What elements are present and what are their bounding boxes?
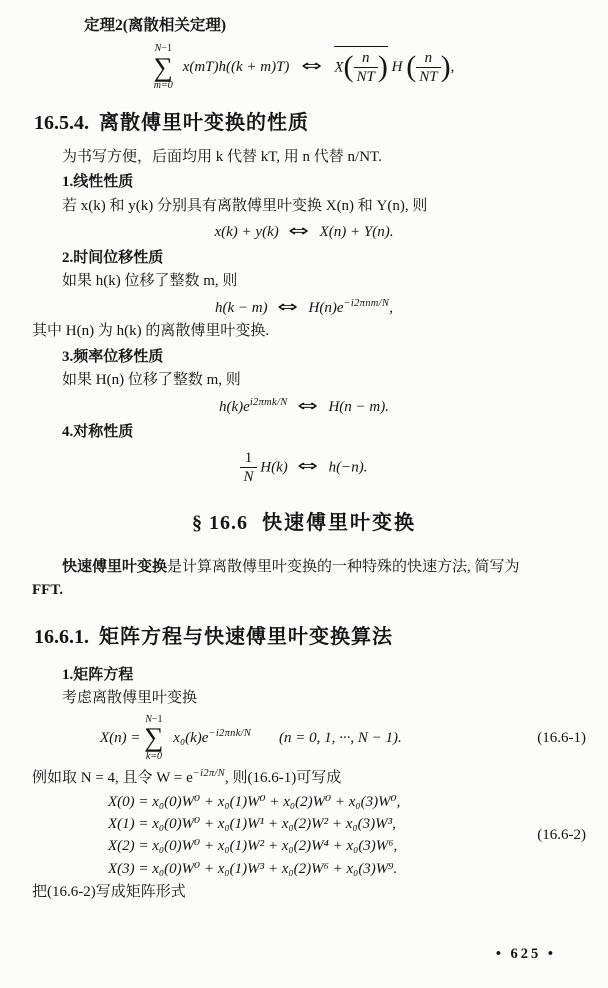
system-equation-row: X(1) = x₀(0)W⁰ + x₀(1)W¹ + x₀(2)W² + x₀(3)W³,	[108, 816, 396, 833]
fraction-1-over-N: $\frac{1}{N}$	[240, 450, 256, 486]
time-shift-formula: h(k − m) ⇔ $H(n)e^{-i2\pi nm/N}$,	[0, 295, 608, 320]
sigma-glyph: ∑	[153, 51, 173, 82]
summation-symbol: N−1 ∑ m=0	[153, 43, 173, 92]
property3-condition: 如果 H(n) 位移了整数 m, 则	[62, 372, 241, 389]
exponent: −i2π/N	[192, 767, 226, 779]
discrete-correlation-formula: N−1 ∑ m=0 x(mT)h((k + m)T) ⇔ X( $\frac{n}{NT}$ ) H ( $\frac{n}{NT}$ ),	[153, 43, 455, 92]
dft-lead-text: 考虑离散傅里叶变换	[62, 690, 198, 707]
property2-condition: 如果 h(k) 位移了整数 m, 则	[62, 273, 238, 290]
exponent: −i2πnm/N	[343, 297, 390, 309]
intro-paragraph: 为书写方便，后面均用 k 代替 kT, 用 n 代替 n/NT.	[62, 148, 382, 165]
iff-arrow-icon: ⇔	[288, 221, 310, 241]
section-16-6-1-heading: 16.6.1. 矩阵方程与快速傅里叶变换算法	[34, 625, 393, 648]
fft-term: 快速傅里叶变换	[62, 558, 168, 575]
property2-heading: 2.时间位移性质	[62, 249, 164, 266]
frequency-shift-formula: $h(k)e^{i2\pi mk/N}$ ⇔ H(n − m).	[0, 394, 608, 419]
exponent: −i2πnk/N	[208, 727, 252, 739]
summation-symbol: N−1 ∑ k=0	[144, 713, 164, 763]
theorem2-heading: 定理2(离散相关定理)	[84, 17, 227, 34]
section-title: 矩阵方程与快速傅里叶变换算法	[99, 625, 393, 648]
iff-arrow-icon: ⇔	[297, 456, 319, 476]
section-16-5-4-heading: 16.5.4. 离散傅里叶变换的性质	[34, 111, 309, 134]
property1-heading: 1.线性性质	[62, 174, 134, 191]
sigma-glyph: ∑	[144, 722, 164, 753]
property2-note: 其中 H(n) 为 h(k) 的离散傅里叶变换.	[32, 323, 270, 340]
iff-arrow-icon: ⇔	[277, 296, 299, 316]
correlation-lhs: x(mT)h((k + m)T)	[182, 59, 290, 76]
property1-condition: 若 x(k) 和 y(k) 分别具有离散傅里叶变换 X(n) 和 Y(n), 则	[62, 197, 428, 214]
system-equation-row: X(2) = x₀(0)W⁰ + x₀(1)W² + x₀(2)W⁴ + x₀(3)W⁶,	[108, 838, 398, 855]
linearity-formula: x(k) + y(k) ⇔ X(n) + Y(n).	[0, 219, 608, 244]
fft-intro-paragraph: 快速傅里叶变换是计算离散傅里叶变换的一种特殊的快速方法, 简写为	[62, 558, 520, 575]
fraction-n-over-NT: $\frac{n}{NT}$	[416, 50, 440, 86]
dft-definition-formula: X(n) = N−1 ∑ k=0 $x_0(k)e^{-i2\pi nk/N}$ (n = 0, 1, ···, N − 1). (16.6-1)	[100, 713, 586, 763]
fraction-n-over-NT: $\frac{n}{NT}$	[354, 50, 378, 86]
iff-arrow-icon: ⇔	[297, 395, 319, 415]
iff-arrow-icon: ⇔	[301, 56, 323, 76]
system-equation-row: X(3) = x₀(0)W⁰ + x₀(1)W³ + x₀(2)W⁶ + x₀(3)W⁹.	[108, 860, 398, 877]
section-title: 离散傅里叶变换的性质	[99, 111, 309, 134]
equation-number: (16.6-1)	[537, 729, 586, 746]
symmetry-formula: $\frac{1}{N}$ H(k) ⇔ h(−n).	[0, 450, 608, 486]
equation-number: (16.6-2)	[537, 827, 586, 844]
dft-expanded-system	[0, 791, 608, 880]
closing-text: 把(16.6-2)写成矩阵形式	[32, 883, 186, 900]
conjugate-x-group: X( $\frac{n}{NT}$ )	[334, 46, 388, 86]
property4-heading: 4.对称性质	[62, 424, 134, 441]
system-equation-row: X(0) = x₀(0)W⁰ + x₀(1)W⁰ + x₀(2)W⁰ + x₀(3)W⁰,	[108, 794, 401, 811]
exponent: i2πmk/N	[249, 396, 288, 408]
section-16-6-heading: § 16.6 快速傅里叶变换	[192, 511, 416, 534]
matrix-equation-subheading: 1.矩阵方程	[62, 666, 134, 683]
section-title: 快速傅里叶变换	[262, 511, 416, 534]
fft-abbreviation: FFT.	[32, 582, 63, 599]
property3-heading: 3.频率位移性质	[62, 348, 164, 365]
example-text: 例如取 N = 4, 且令 $W = e^{-i2\pi/N}$, 则(16.6-1)可写成	[32, 767, 342, 786]
page-number: • 625 •	[495, 946, 556, 963]
